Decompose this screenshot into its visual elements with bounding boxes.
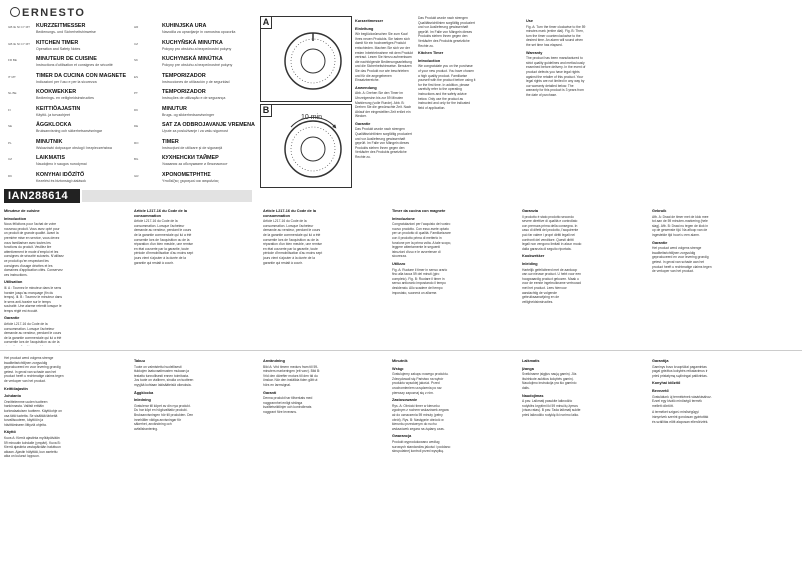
column-pl	[392, 356, 452, 562]
lt-use-heading: Naudojimas	[522, 393, 544, 398]
figure-a	[260, 16, 352, 102]
language-row	[134, 90, 252, 105]
hu-title: Konyhai időzítő	[652, 381, 681, 386]
fr-article-text: Article L217-16 du Code de la consommation. Lorsque l'acheteur demande au vendeur, pendant le cours de la garantie commerciale qui lui a été consentie lors de l'acquisition ou de la réparation d'un bien meuble, une remise en état couverte par la garantie, toute période d'immobilisation d'au moins sept jours vient s'ajouter à la durée de la garantie qui restait à courir.	[134, 219, 194, 265]
column-se	[263, 356, 323, 562]
language-row	[134, 107, 252, 122]
language-subtitle: Wskazówki dotyczące obsługi i bezpieczeństwa	[36, 145, 112, 150]
se-use-heading: Användning	[263, 359, 285, 363]
language-row	[8, 90, 126, 105]
language-row	[134, 74, 252, 89]
fi-use-text: Kuva A: Kierrä ajastinta myötäpäivään 59 minuutin kohdalle (ympäri). Kuva B: Kierrä ajastinta vastapäivään haluttuun aikaan. Ajastin hälyttää, kun asetettu aika on kulunut loppuun.	[4, 435, 61, 459]
language-subtitle: Instructions d'utilisation et consignes de sécurité	[36, 63, 113, 67]
language-title: KURZZEITMESSER	[36, 23, 86, 29]
column-de-2	[418, 16, 476, 184]
gb-intro-text: We congratulate you on the purchase of your new product. You have chosen a high quality product. Familiarise yourself with the product before using it for the first time. In addition, please carefully refer to the operating instructions and the safety advice below. Only use the product as instructed and only for the indicated field of application.	[418, 64, 476, 110]
se-guarantee-text: Denna produkt har tillverkats med noggrannhet enligt stränga kvalitetsriktlinjer och kontrollerats noggrant före leverans.	[263, 396, 313, 414]
se-intro-text: Gratulerar till köpet av din nya produkt. Du har köpt en högkvalitativ produkt. Bruksanvisningen hör till produkten. Den innehåller viktiga anvisningar för säkerhet, användning och avfallshantering.	[134, 403, 194, 431]
model-number: IAN288614	[4, 189, 80, 203]
language-row	[8, 107, 126, 122]
pl-use-text: Rys. A: Obrócić timer w kierunku zgodnym z ruchem wskazówek zegara aż do oznaczenia 59 minuty (pełny obrót). Rys. B: Następnie obrócić w kierunku przeciwnym do ruchu wskazówek zegara na żądany czas.	[392, 403, 449, 431]
language-title: MINUTNIK	[36, 138, 63, 145]
column-fr-3	[263, 206, 323, 346]
country-codes: GB IE NI CY MT	[8, 41, 30, 46]
hu-intro-text: Gratulálunk új termékének vásárlásához. Ezzel egy kiváló minőségű termék mellett döntött.	[652, 394, 712, 408]
language-title: TIMER	[162, 138, 179, 145]
lt-guarantee-text: Gaminys buvo kruopščiai pagamintas pagal griežtus kokybės reikalavimus ir prieš pristatymą sąžiningai patikrintas.	[652, 364, 708, 378]
nl-use-heading: Gebruik	[652, 209, 667, 213]
country-codes: HR	[134, 25, 139, 29]
pl-intro-heading: Wstęp	[392, 366, 404, 371]
dial-label: 10 min	[301, 114, 323, 121]
language-row	[134, 41, 252, 56]
fr-article-text-2: Article L217-16 du Code de la consommation. Lorsque l'acheteur demande au vendeur, pendant le cours de la garantie commerciale qui lui a été consentie lors de l'acquisition ou de la réparation d'un bien meuble, une remise en état couverte par la garantie, toute période d'immobilisation d'au moins sept jours vient s'ajouter à la durée de la garantie qui restait à courir.	[263, 219, 323, 265]
language-subtitle: Indicazioni per l'uso e per la sicurezza	[36, 79, 97, 84]
language-row	[8, 41, 126, 56]
lt-intro-text: Sveikiname įsigijus naują gaminį. Jūs išsirinkote aukštos kokybės gaminį. Naudojimo instrukcija yra šio gaminio dalis.	[522, 372, 577, 390]
pl-use-heading: Zastosowanie	[392, 398, 418, 403]
nl-guarantee-text-cont: Het product werd volgens strenge kwaliteitsrichtlijnen zorgvuldig geproduceerd en voor levering grondig getest. In geval van schade aan het product heeft u rechtmatige claims tegen de verkoper van het product.	[4, 356, 64, 383]
nl-guarantee-heading: Garantie	[652, 240, 668, 245]
de-intro-text: Wir beglückwünschen Sie zum Kauf Ihres neuen Produkts. Sie haben sich damit für ein hochwertiges Produkt entschieden. Machen Sie sich vor der ersten Inbetriebnahme mit dem Produkt vertraut. Lesen Sie hierzu aufmerksam die nachfolgende Bedienungsanleitung und die Sicherheitshinweise. Benutzen Sie das Produkt nur wie beschrieben und für die angegebenen Einsatzbereiche.	[355, 32, 413, 83]
se-guarantee-heading: Garanti	[263, 390, 277, 395]
column-it	[392, 206, 452, 346]
fi-guarantee-text: Tuote on valmistettu huolellisesti tiukkojen laatuvaatimusten mukaan ja testattu tunnollisesti ennen toimitusta. Jos tuote on viallinen, sinulla on tuotteen myyjää kohtaan lakisääteisiä oikeuksia.	[134, 364, 194, 387]
language-title: KUCHYNSKÁ MINÚTKA	[162, 56, 223, 62]
de-guarantee-text-cont: Das Produkt wurde nach strengen Qualitätsrichtlinien sorgfältig produziert und vor Auslieferung gewissenhaft geprüft. Im Falle von Mängeln dieses Produkts stehen Ihnen gegen den Verkäufer des Produkts gesetzliche Rechte zu.	[418, 16, 475, 48]
fi-use-heading: Käyttö	[4, 430, 16, 435]
language-row	[8, 173, 126, 188]
language-title: TEMPORIZADOR	[162, 72, 206, 79]
figure-a-label: A	[260, 16, 272, 29]
language-title: ΧΡΟΝΟΜΕΤΡΗΤΗΣ	[162, 171, 211, 178]
country-codes: PT	[134, 91, 138, 95]
nl-guarantee-text: Het product werd volgens strenge kwaliteitsrichtlijnen zorgvuldig geproduceerd en voor levering grondig getest. In geval van schade aan het product heeft u rechtmatige claims tegen de verkoper van het product.	[652, 246, 712, 274]
language-subtitle: Brugs- og sikkerhedsanvisninger	[162, 112, 215, 117]
language-title: KUHINJSKA URA	[162, 23, 207, 29]
language-subtitle: Pokyny pro obsluhu a bezpečnostní pokyny	[162, 46, 232, 51]
lt-use-text: A pav. Laikmatį pasukite laikrodžio rodyklės kryptimi iki 59 minučių žymos (visas ratas). B pav. Tada laikmatį sukite prieš laikrodžio rodyklę iki norimo laiko.	[522, 399, 581, 417]
language-title: KONYHAI IDŐZÍTŐ	[36, 171, 85, 178]
fi-intro-text: Onnittelemme uuden tuotteen hankinnasta. Valitsit erittäin korkealaatuisen tuotteen. Käyttöohje on osa tätä tuotetta. Se sisältää tärkeitä turvallisuuteen, käyttöön ja hävittämiseen liittyviä ohjeita.	[4, 399, 62, 427]
lt-title: Laikmatis	[522, 359, 540, 363]
it-title: Timer da cucina con magnete	[392, 209, 446, 213]
language-subtitle: Naudojimo ir saugos nurodymai	[36, 162, 87, 166]
pl-guarantee-heading: Gwarancja	[392, 434, 412, 439]
column-nl	[652, 206, 712, 346]
column-it-2	[522, 206, 582, 346]
nl-use-text: Afb. A: Draai de timer met de klok mee tot aan de 59 minuten-markering (hele slag). Afb. B: Draai nu tegen de klok in op de gewenste tijd. Na afloop van de ingestelde tijd hoort u een alarm.	[652, 214, 709, 237]
it-intro-heading: Introduzione	[392, 216, 415, 221]
gb-intro-heading: Introduction	[418, 58, 441, 63]
fr-title: Minuteur de cuisine	[4, 209, 40, 213]
language-subtitle: Instruções de utilização e de segurança	[162, 96, 226, 100]
it-guarantee-text: Il prodotto è stato prodotto secondo severe direttive di qualità e controllato con premura prima della consegna. In caso di difetti del prodotto, l'acquirente può far valere i propri diritti legali nei confronti del venditore. Questi diritti legali non vengono limitati in alcun modo dalla garanzia di seguito riportata.	[522, 214, 582, 251]
column-fr	[4, 206, 64, 346]
language-subtitle: Navodila za upravljanje in varnostna opozorila	[162, 30, 236, 34]
language-row	[134, 122, 255, 138]
gb-warranty-heading: Warranty	[526, 50, 543, 55]
lt-intro-heading: Įžanga	[522, 366, 534, 371]
fi-guarantee-heading: Takuu	[134, 359, 145, 363]
fr-use-heading: Utilisation	[4, 280, 23, 285]
fr-article-heading-2: Article L217-16 du Code de la consommation	[263, 209, 316, 218]
nl-intro-text: Hartelijk gefeliciteerd met de aankoop van uw nieuwe product. U hebt voor een hoogwaardig product gekozen. Maak u voor de eerste ingebruikname vertrouwd met het product. Lees hiervoor aandachtig de volgende gebruiksaanwijzing en de veiligheidsinstructies.	[522, 267, 582, 304]
language-subtitle: Bruksanvisning och säkerhetsanvisningar	[36, 129, 103, 133]
country-codes: SE	[8, 124, 13, 128]
language-title: KITCHEN TIMER	[36, 39, 79, 46]
language-title: TIMER DA CUCINA CON MAGNETE	[36, 72, 127, 79]
country-codes: DE	[134, 124, 139, 128]
language-subtitle: Bedienungs- und Sicherheitshinweise	[36, 30, 96, 34]
language-subtitle: Pokyny pre obsluhu a bezpečnostné pokyny	[162, 63, 233, 67]
country-codes: FR BE	[8, 58, 17, 62]
language-title: КУХНЕНСКИ ТАЙМЕР	[162, 155, 219, 161]
nl-title: Kookwekker	[522, 254, 545, 259]
language-title: KUCHYŇSKÁ MINUTKA	[162, 39, 223, 46]
nl-intro-heading: Inleiding	[522, 261, 538, 266]
language-row	[8, 74, 126, 89]
fi-title: Keittiöajastin	[4, 386, 28, 391]
language-row	[8, 140, 126, 155]
logo-circle-icon	[10, 7, 20, 17]
language-subtitle: Käyttö- ja turvaohjeet	[36, 112, 70, 117]
country-codes: DK	[134, 107, 139, 112]
country-codes: SK	[134, 58, 139, 62]
country-codes: PL	[8, 140, 12, 145]
fr-guarantee-text: Article L217-16 du Code de la consommation. Lorsque l'acheteur demande au vendeur, pendant le cours de la garantie commerciale qui lui a été consentie lors de l'acquisition ou de la	[4, 322, 62, 345]
language-subtitle: Указания за обслужване и безопасност	[162, 162, 228, 166]
gb-warranty-text: The product has been manufactured to strict quality guidelines and meticulously examined before delivery. In the event of product defects you have legal rights against the retailer of this product. Your legal rights are not limited in any way by our warranty detailed below. The warranty for this product is 3 years from the date of purchase.	[526, 56, 586, 97]
language-subtitle: Instrucţiuni de utilizare şi de siguranţă	[162, 145, 223, 150]
it-guarantee-heading: Garanzia	[522, 209, 539, 213]
country-codes: CZ	[8, 157, 12, 161]
hu-intro-heading: Bevezető	[652, 388, 669, 393]
pl-guarantee-text: Produkt wyprodukowano według surowych standardów jakości i poddano skrupulatnej kontroli przed wysyłką.	[392, 439, 451, 454]
fi-intro-heading: Johdanto	[4, 394, 22, 399]
language-title: TEMPORIZADOR	[162, 89, 206, 95]
language-title: ÄGGKLOCKA	[36, 122, 72, 128]
timer-illustration-a	[261, 17, 351, 101]
fr-intro-text: Nous félicitons pour l'achat de votre nouveau produit. Vous avez opté pour un produit de grande qualité. Avant la première mise en service, vous devez vous familiariser avec toutes les fonctions du produit. Veuillez lire attentivement le mode d'emploi et les consignes de sécurité suivants. N'utilisez ce produit qu'en respectant les consignes d'usage décrites et les domaines d'application cités. Conservez ces instructions.	[4, 222, 64, 277]
language-subtitle: Υποδείξεις χειρισμού και ασφαλείας	[162, 178, 219, 183]
country-codes: GR	[134, 173, 139, 178]
de-guarantee-heading: Garantie	[355, 121, 371, 126]
de-use-heading: Anwendung	[355, 85, 377, 90]
language-row	[8, 123, 126, 138]
fr-guarantee-heading: Garantie	[4, 316, 20, 321]
country-codes: IT MT	[8, 74, 16, 79]
it-use-text: Fig. A: Ruotare il timer in senso orario fino alla tacca 59 del minuti (giro completo). Fig. B: Ruotare il timer in senso antiorario impostando il tempo desiderato. Allo scadere del tempo impostato, suonerà un allarme.	[392, 267, 448, 295]
it-intro-text: Congratulazioni per l'acquisto del vostro nuovo prodotto. Con esso avete optato per un prodotto di qualità. Familiarizzare con il prodotto prima di metterlo in funzione per la prima volta. A tale scopo, leggere attentamente le seguenti istruzioni d'uso e le avvertenze di sicurezza.	[392, 222, 452, 259]
language-title: KOOKWEKKER	[36, 89, 77, 95]
column-lt	[522, 356, 582, 562]
de-title: Kurzzeitmesser	[355, 19, 384, 23]
figure-b	[260, 104, 352, 188]
language-row	[134, 156, 252, 171]
language-row	[134, 173, 252, 188]
language-subtitle: Kezelési és biztonsági utalások	[36, 178, 86, 183]
language-row	[8, 156, 126, 171]
column-gb	[526, 16, 586, 184]
it-use-heading: Utilizzo	[392, 261, 406, 266]
de-guarantee-text: Das Produkt wurde nach strengen Qualitätsrichtlinien sorgfältig produziert und vor Auslieferung gewissenhaft geprüft. Im Falle von Mängeln dieses Produkts stehen Ihnen gegen den Verkäufer des Produkts gesetzliche Rechte zu.	[355, 127, 412, 160]
pl-title: Minutnik	[392, 359, 408, 363]
fr-intro-heading: Introduction	[4, 216, 27, 221]
de-use-text: Abb. A: Drehen Sie den Timer im Uhrzeigersinn bis zur 59 Minuten Markierung (volle Runde). Abb. B: Drehen Sie die gewünschte Zeit. Nach Ablauf der eingestellten Zeit ertönt ein Wecker.	[355, 91, 412, 119]
country-codes: DK	[8, 173, 13, 178]
country-codes: ES	[134, 74, 139, 79]
language-title: MINUTUR	[162, 105, 187, 112]
language-title: KEITTIÖAJASTIN	[36, 105, 81, 112]
country-codes: BG	[134, 157, 139, 161]
language-row	[8, 57, 126, 72]
lt-guarantee-heading: Garantija	[652, 359, 669, 363]
timer-illustration-b	[261, 105, 351, 187]
fold-divider	[0, 350, 802, 351]
language-subtitle: Operation and Safety Notes	[36, 46, 81, 51]
country-codes: RO	[134, 140, 139, 145]
se-intro-heading: Inledning	[134, 398, 151, 403]
column-de	[355, 16, 415, 184]
brand-logo: ERNESTO	[10, 7, 85, 19]
gb-use-text: Fig. A: Turn the timer clockwise to the 59 minutes mark (entire dial). Fig. B: Then, turn the timer counterclockwise to the desired time. An alarm will sound when the set time has elapsed.	[526, 24, 586, 47]
fr-article-heading: Article L217-16 du Code de la consommation	[134, 209, 187, 218]
language-row	[134, 140, 252, 155]
language-row	[8, 24, 126, 39]
se-use-text: Bild A: Vrid timern medurs fram till 59-minuters markeringen (ett varv). Bild B: Vrid den därefter moturs till den tid du önskar. När den inställda tiden gått ut hörs en larmsignal.	[263, 364, 321, 387]
country-codes: NL BE	[8, 91, 17, 95]
se-title: Äggklocka	[134, 390, 154, 395]
language-title: LAIKMATIS	[36, 155, 65, 161]
header-bar	[82, 190, 252, 202]
country-codes: FI	[8, 107, 11, 112]
figure-b-label: B	[260, 104, 272, 117]
hu-guarantee-text: A terméket szigorú minőségügyi irányelvek szerint gondosan gyártották és szállítás előtt alaposan ellenőrizték.	[652, 410, 709, 424]
language-subtitle: Upute za posluživanje i za vašu sigurnost	[162, 129, 228, 133]
country-codes: CZ	[134, 41, 138, 46]
gb-use-heading: Use	[526, 19, 533, 23]
language-row	[134, 57, 252, 72]
country-codes: GB IE NI CY MT	[8, 25, 30, 29]
column-nl-2	[4, 356, 64, 562]
language-row	[134, 24, 252, 39]
language-title: SAT ZA ODBROJAVANJE VREMENA	[162, 122, 255, 128]
column-fi	[134, 356, 194, 562]
language-title: MINUTEUR DE CUISINE	[36, 56, 97, 62]
fr-use-text: Ill. A : Tournez le minuteur dans le sens horaire jusqu'au marquage (fin du temps). Ill. B : Tournez le minuteur dans le sens anti-horaire sur le temps souhaité. Une alarme retentit lorsque le temps réglé est écoulé.	[4, 285, 63, 313]
language-subtitle: Bedienings- en veiligheidsinstructies	[36, 96, 94, 100]
pl-intro-text: Gratulujemy zakupu nowego produktu. Zdecydowali się Państwo na wybór produktu wysokiej jakości. Przed uruchomieniem urządzenia po raz pierwszy zapoznaj się z nim.	[392, 372, 449, 395]
gb-title: Kitchen Timer	[418, 51, 444, 56]
column-fr-2	[134, 206, 194, 346]
de-intro-heading: Einleitung	[355, 26, 374, 31]
language-subtitle: Instrucciones de utilización y de seguridad	[162, 79, 230, 84]
column-hu	[652, 356, 712, 562]
